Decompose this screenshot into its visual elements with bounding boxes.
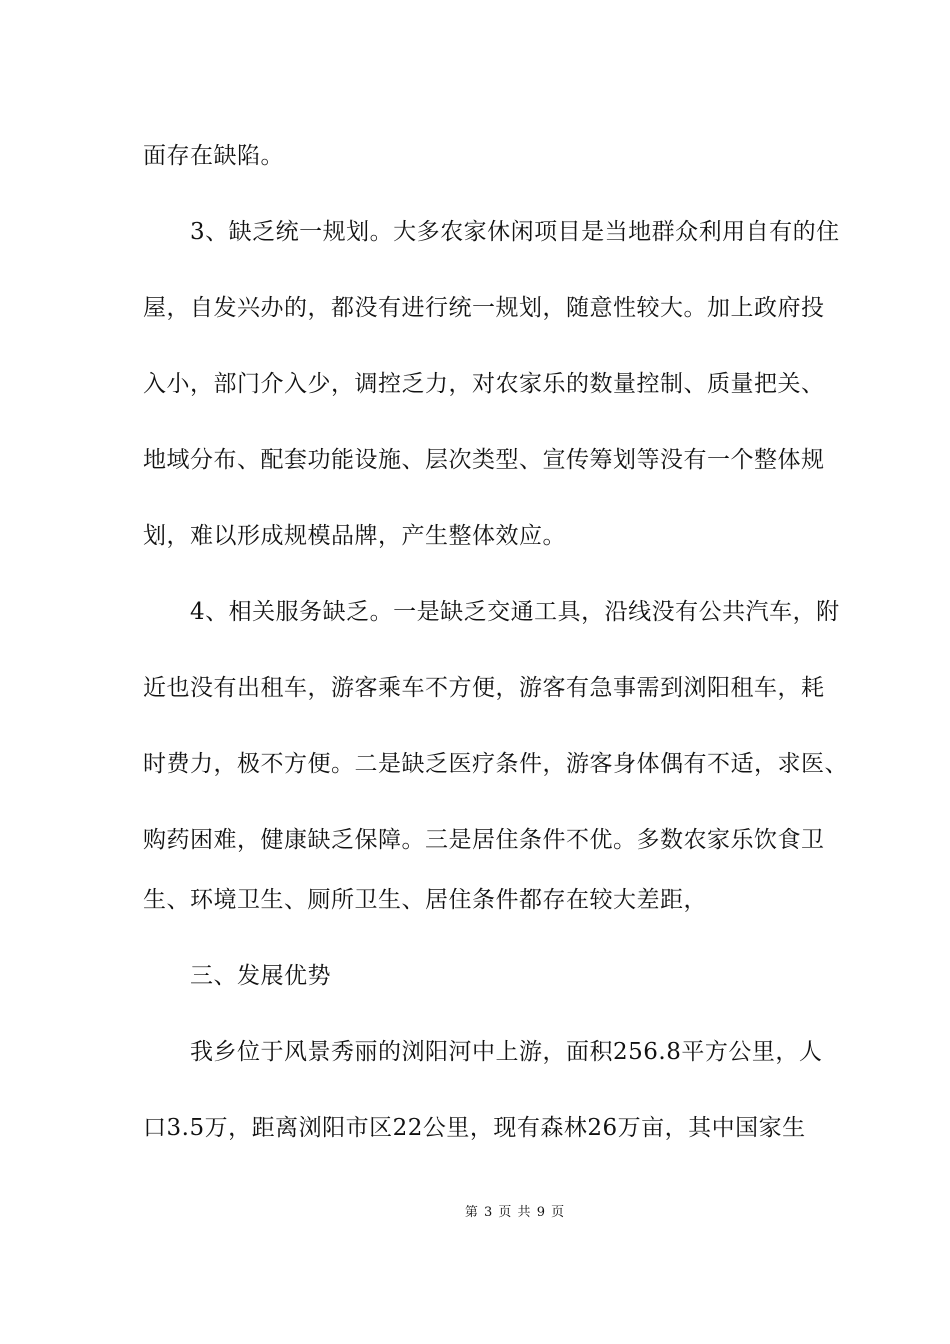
text-line: 划，难以形成规模品牌，产生整体效应。	[143, 523, 566, 549]
text-line: 面存在缺陷。	[143, 143, 284, 169]
text-line: 口3.5万，距离浏阳市区22公里，现有森林26万亩，其中国家生	[143, 1115, 806, 1141]
page-number: 第 3 页 共 9 页	[464, 1205, 566, 1220]
paragraph-heading-3: 3、缺乏统一规划。大多农家休闲项目是当地群众利用自有的住	[190, 219, 840, 245]
section-heading: 三、发展优势	[190, 963, 331, 989]
text-line: 屋，自发兴办的，都没有进行统一规划，随意性较大。加上政府投	[143, 295, 825, 321]
page-footer	[0, 1204, 950, 1222]
text-line: 生、环境卫生、厕所卫生、居住条件都存在较大差距，	[143, 887, 707, 913]
text-line: 购药困难，健康缺乏保障。三是居住条件不优。多数农家乐饮食卫	[143, 827, 825, 853]
text-line: 地域分布、配套功能设施、层次类型、宣传筹划等没有一个整体规	[143, 447, 825, 473]
paragraph-start: 我乡位于风景秀丽的浏阳河中上游，面积256.8平方公里，人	[190, 1039, 823, 1065]
text-line: 近也没有出租车，游客乘车不方便，游客有急事需到浏阳租车，耗	[143, 675, 825, 701]
paragraph-heading-4: 4、相关服务缺乏。一是缺乏交通工具，沿线没有公共汽车，附	[190, 599, 840, 625]
text-line: 入小，部门介入少，调控乏力，对农家乐的数量控制、质量把关、	[143, 371, 825, 397]
text-line: 时费力，极不方便。二是缺乏医疗条件，游客身体偶有不适，求医、	[143, 751, 848, 777]
